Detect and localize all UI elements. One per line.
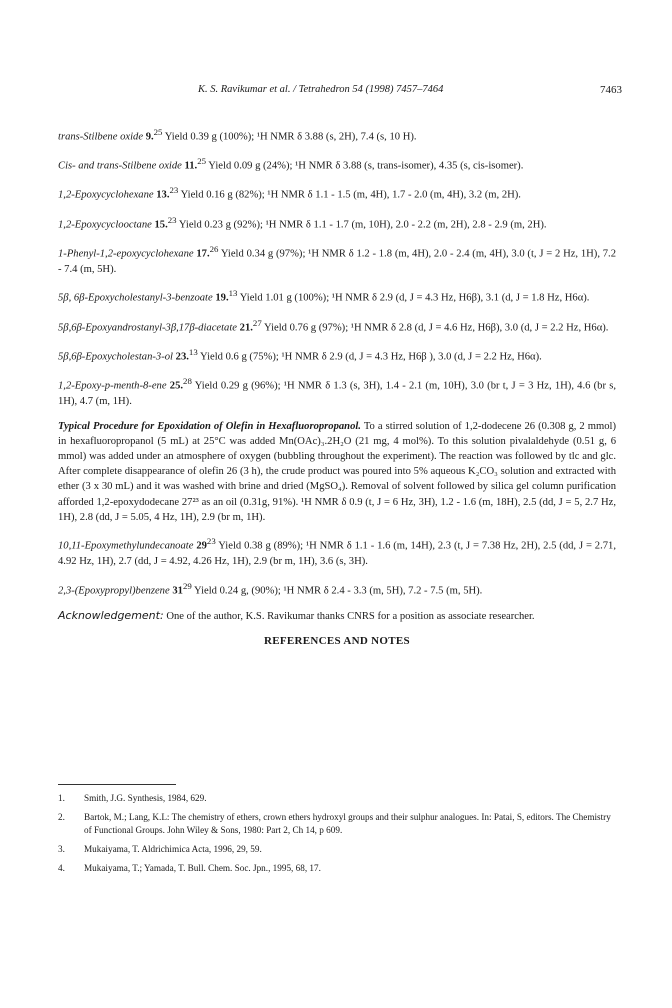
ref-marker: 13 bbox=[188, 346, 198, 357]
procedure-title: Typical Procedure for Epoxidation of Olefin in Hexafluoropropanol. bbox=[58, 420, 361, 432]
compound-number: 11. bbox=[184, 160, 198, 172]
reference-text: Mukaiyama, T.; Yamada, T. Bull. Chem. Soc. Jpn., 1995, 68, 17. bbox=[84, 863, 321, 873]
compound-number: 15. bbox=[154, 219, 168, 231]
compound-name: 1-Phenyl-1,2-epoxycyclohexane bbox=[58, 248, 194, 260]
compound-number: 25. bbox=[169, 380, 184, 392]
ref-marker: 26 bbox=[209, 243, 219, 254]
acknowledgement-text: One of the author, K.S. Ravikumar thanks CNRS for a position as associate researcher. bbox=[166, 611, 535, 623]
compound-name: Cis- and trans-Stilbene oxide bbox=[58, 160, 182, 172]
ref-marker: 25 bbox=[197, 156, 207, 167]
compound-number: 9. bbox=[145, 131, 154, 143]
compound-entry bbox=[58, 125, 616, 145]
reference-number: 2. bbox=[58, 812, 65, 822]
ref-marker: 13 bbox=[228, 288, 238, 299]
reference-number: 4. bbox=[58, 863, 65, 873]
running-title: K. S. Ravikumar et al. / Tetrahedron 54 (1998) 7457–7464 bbox=[198, 84, 444, 95]
compound-data: Yield 0.23 g (92%); ¹H NMR δ 1.1 - 1.7 (m, 10H), 2.0 - 2.2 (m, 2H), 2.8 - 2.9 (m, 2H). bbox=[178, 219, 547, 231]
compound-data: Yield 0.76 g (97%); ¹H NMR δ 2.8 (d, J = 4.6 Hz, H6β), 3.0 (d, J = 2.2 Hz, H6α). bbox=[264, 322, 609, 334]
compound-data: Yield 0.24 g, (90%); ¹H NMR δ 2.4 - 3.3 (m, 5H), 7.2 - 7.5 (m, 5H). bbox=[194, 585, 483, 597]
compound-entry bbox=[58, 154, 616, 174]
compound-name: 5β, 6β-Epoxycholestanyl-3-benzoate bbox=[58, 292, 213, 304]
compound-entry bbox=[58, 374, 616, 409]
reference-item bbox=[58, 811, 616, 837]
compound-entry bbox=[58, 286, 616, 306]
compound-name: 5β,6β-Epoxyandrostanyl-3β,17β-diacetate bbox=[58, 322, 237, 334]
compound-number: 29 bbox=[196, 540, 207, 552]
compound-entry bbox=[58, 316, 616, 336]
compound-data: Yield 0.34 g (97%); ¹H NMR δ 1.2 - 1.8 (m, 4H), 2.0 - 2.4 (m, 4H), 3.0 (t, J = 2 Hz, 1H), 7.2 - 7.4 (m, 5H). bbox=[58, 248, 616, 275]
compound-entry bbox=[58, 183, 616, 203]
references-divider bbox=[58, 784, 176, 785]
ref-marker: 28 bbox=[183, 376, 192, 387]
page-number: 7463 bbox=[600, 84, 622, 96]
compound-data: Yield 0.6 g (75%); ¹H NMR δ 2.9 (d, J = 4.3 Hz, H6β ), 3.0 (d, J = 2.2 Hz, H6α). bbox=[200, 351, 542, 363]
compound-name: 1,2-Epoxy-p-menth-8-ene bbox=[58, 380, 167, 392]
ref-marker: 29 bbox=[182, 580, 192, 591]
article-body bbox=[58, 125, 616, 662]
reference-text: Bartok, M.; Lang, K.L: The chemistry of ethers, crown ethers hydroxyl groups and their sulphur analogues. In: Patai, S, editors. The Chemistry of Functional Groups. John Wiley & Sons, 1980: Part 2, Ch 14, p 609. bbox=[84, 812, 611, 835]
compound-number: 21. bbox=[239, 322, 253, 334]
reference-item bbox=[58, 843, 616, 856]
reference-item bbox=[58, 792, 616, 805]
ref-marker: 23 bbox=[167, 214, 177, 225]
compound-name: 10,11-Epoxymethylundecanoate bbox=[58, 540, 194, 552]
compound-number: 13. bbox=[156, 190, 170, 201]
reference-item bbox=[58, 862, 616, 875]
compound-entry bbox=[58, 534, 616, 569]
compound-entry bbox=[58, 242, 616, 277]
compound-entry bbox=[58, 213, 616, 233]
reference-text: Mukaiyama, T. Aldrichimica Acta, 1996, 29, 59. bbox=[84, 844, 262, 854]
compound-number: 31 bbox=[172, 585, 183, 597]
compound-list bbox=[58, 125, 616, 409]
ref-marker: 23 bbox=[206, 536, 216, 547]
compound-name: 2,3-(Epoxypropyl)benzene bbox=[58, 585, 170, 597]
references-heading: REFERENCES AND NOTES bbox=[264, 635, 410, 648]
acknowledgement bbox=[58, 608, 616, 624]
reference-number: 1. bbox=[58, 793, 65, 803]
compound-number: 23. bbox=[175, 351, 189, 363]
compound-data: Yield 0.16 g (82%); ¹H NMR δ 1.1 - 1.5 (m, 4H), 1.7 - 2.0 (m, 4H), 3.2 (m, 2H). bbox=[180, 190, 521, 201]
ref-marker: 23 bbox=[169, 185, 179, 196]
reference-text: Smith, J.G. Synthesis, 1984, 629. bbox=[84, 793, 207, 803]
compound-name: 5β,6β-Epoxycholestan-3-ol bbox=[58, 351, 173, 363]
compound-data: Yield 0.38 g (89%); ¹H NMR δ 1.1 - 1.6 (m, 14H), 2.3 (t, J = 7.38 Hz, 2H), 2.5 (dd, J = 2.71, 4.92 Hz, 1H), 2.7 (dd, J = 4.92, 4.26 Hz, 1H), 2.9 (br m, 1H), 3.6 (s, 3H). bbox=[58, 540, 616, 568]
compound-name: 1,2-Epoxycyclohexane bbox=[58, 190, 154, 201]
compound-data: Yield 0.09 g (24%); ¹H NMR δ 3.88 (s, trans-isomer), 4.35 (s, cis-isomer). bbox=[208, 160, 524, 172]
compound-number: 19. bbox=[215, 292, 229, 304]
compound-data: Yield 0.39 g (100%); ¹H NMR δ 3.88 (s, 2H), 7.4 (s, 10 H). bbox=[164, 131, 417, 143]
ref-marker: 25 bbox=[153, 127, 163, 137]
acknowledgement-title: Acknowledgement: bbox=[58, 609, 164, 623]
compound-entry bbox=[58, 345, 616, 365]
procedure-text: To a stirred solution of 1,2-dodecene 26 (0.308 g, 2 mmol) in hexafluoropropanol (5 mL) at 25°C was added Mn(OAc)₃.2H₂O (21 mg, 4 mol%). To this solution pivalaldehyde (0.51 g, 6 mmol) was added under an atmosphere of oxygen (bubbling throughout the experiment). The reaction was followed by tlc and glc. After complete disappearance of olefin 26 (3 h), the crude product was poured into 5% aqueous K₂CO₃ solution and extracted with ether (3 x 30 mL) and it was washed with brine and dried (MgSO₄). Removal of solvent followed by silica gel column purification afforded 1,2-epoxydodecane 27²³ as an oil (0.31g, 91%). ¹H NMR δ 0.9 (t, J = 6 Hz, 3H), 1.2 - 1.6 (m, 18H), 2.5 (dd, J = 5, 2.7 Hz, 1H), 2.8 (dd, J = 5.05, 4 Hz, 1H), 2.9 (br m, 1H). bbox=[58, 420, 616, 523]
compound-data: Yield 0.29 g (96%); ¹H NMR δ 1.3 (s, 3H), 1.4 - 2.1 (m, 10H), 3.0 (br t, J = 3 Hz, 1H), 4.6 (br s, 1H), 4.7 (m, 1H). bbox=[58, 380, 616, 407]
compound-name: 1,2-Epoxycyclooctane bbox=[58, 219, 152, 231]
typical-procedure bbox=[58, 419, 616, 525]
running-header bbox=[58, 84, 622, 100]
compound-number: 17. bbox=[196, 248, 210, 260]
compound-name: trans-Stilbene oxide bbox=[58, 131, 144, 143]
reference-list bbox=[58, 792, 616, 881]
reference-number: 3. bbox=[58, 844, 65, 854]
compound-entry bbox=[58, 579, 616, 599]
compound-data: Yield 1.01 g (100%); ¹H NMR δ 2.9 (d, J = 4.3 Hz, H6β), 3.1 (d, J = 1.8 Hz, H6α). bbox=[239, 292, 590, 304]
ref-marker: 27 bbox=[252, 317, 262, 328]
